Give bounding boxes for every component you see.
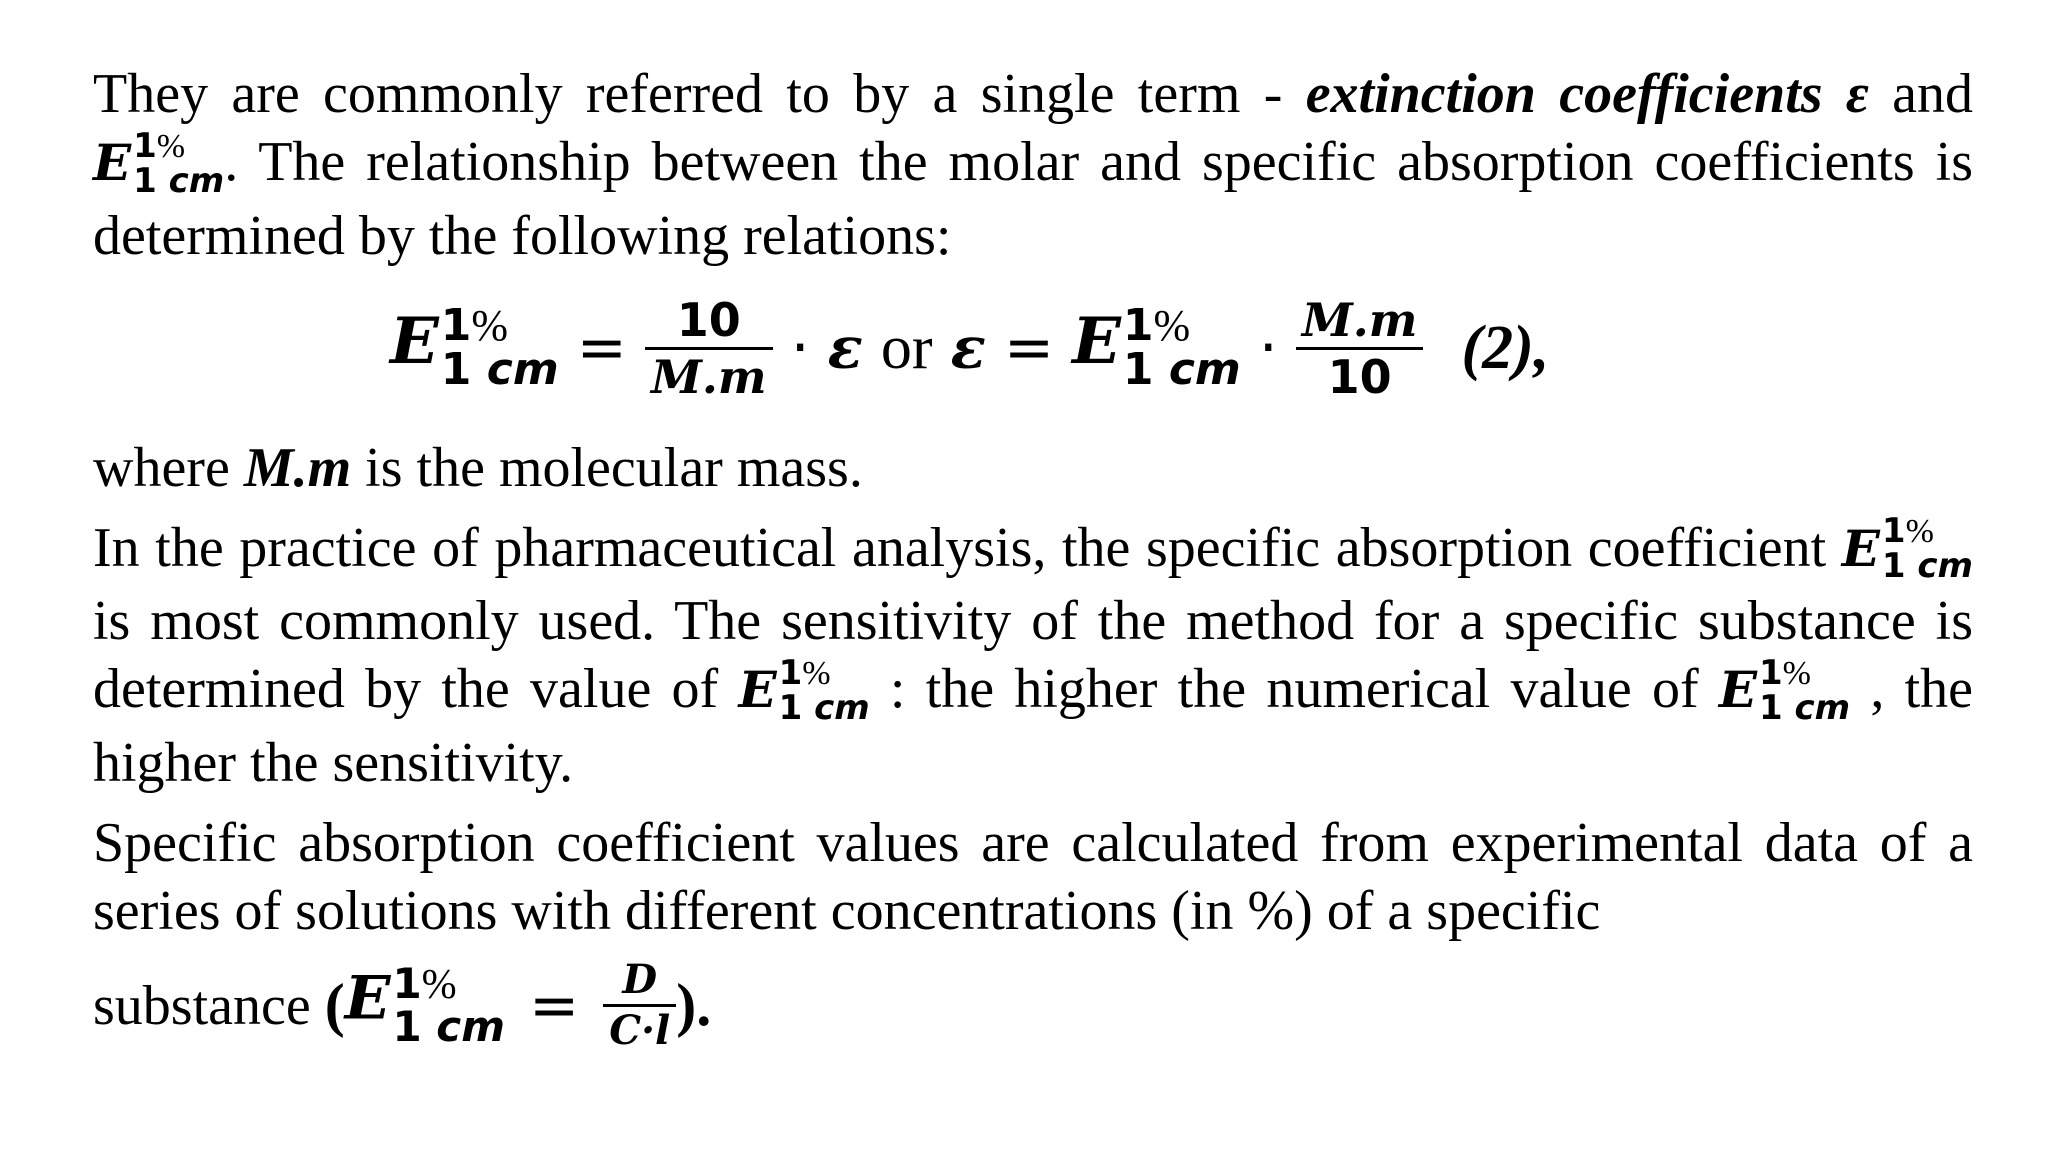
final-formula-line [93,951,1973,1061]
equation-number: (2), [1461,313,1550,382]
multiply-dot: · [1258,313,1278,383]
equation-2 [390,278,1567,418]
text: is the molecular mass. [351,436,863,499]
fraction-d-over-cl [603,956,676,1055]
text: . The relationship between the molar and specific absorption coefficients is determined by the following relations: [93,131,1973,267]
text: is most commonly used. The sensitivity of the method for a specific substance is determined by the value of [93,590,1973,721]
epsilon-symbol: ε [950,314,986,382]
text: They are commonly referred to by a single term - [93,63,1306,125]
text: where [93,436,244,499]
fraction-numerator: 10 [676,292,741,347]
specific-absorption-symbol: E 1% 1 cm [93,125,225,201]
paragraph-4 [93,809,1973,945]
fraction-denominator: M.m [650,349,767,404]
fraction-numerator: M.m [1301,292,1418,347]
paragraph-3 [93,511,1973,797]
open-paren: ( [324,972,345,1039]
fraction-mm-over-10 [1296,293,1424,404]
equals-sign: = [1003,313,1055,383]
multiply-dot: · [790,313,810,383]
text: substance [93,974,325,1037]
text: and [1892,63,1974,125]
paragraph-1 [93,60,1973,270]
fraction-10-over-mm [645,293,773,404]
fraction-denominator: C·l [609,1007,671,1055]
specific-absorption-symbol: E 1% 1 cm [1072,300,1241,396]
text: Specific absorption coefficient values are calculated from experimental data of a series of solutions with different concentrations (in %) of a specific [93,811,1973,942]
specific-absorption-symbol: E 1% 1 cm [1718,652,1851,728]
equals-sign: = [576,313,627,383]
equals-sign: = [528,970,580,1041]
specific-absorption-symbol: E 1% 1 cm [738,652,870,728]
specific-absorption-symbol: E 1% 1 cm [1841,511,1973,587]
specific-absorption-symbol: E 1% 1 cm [344,959,505,1052]
or-word: or [880,313,933,382]
fraction-denominator: 10 [1327,349,1392,404]
emphasis-term: extinction coefficients ε [1305,63,1869,125]
specific-absorption-symbol: E 1% 1 cm [390,300,559,396]
close-paren: ). [676,972,712,1039]
fraction-numerator: D [622,956,658,1004]
epsilon-symbol: ε [827,314,863,382]
emphasis-term: M.m [243,436,352,499]
text: : the higher the numerical value of [869,658,1719,721]
text: In the practice of pharmaceutical analysis, the specific absorption coefficient [93,516,1827,579]
document-body [93,60,1973,1061]
text: , the higher the sensitivity. [93,658,1973,794]
paragraph-2 [93,434,1973,502]
